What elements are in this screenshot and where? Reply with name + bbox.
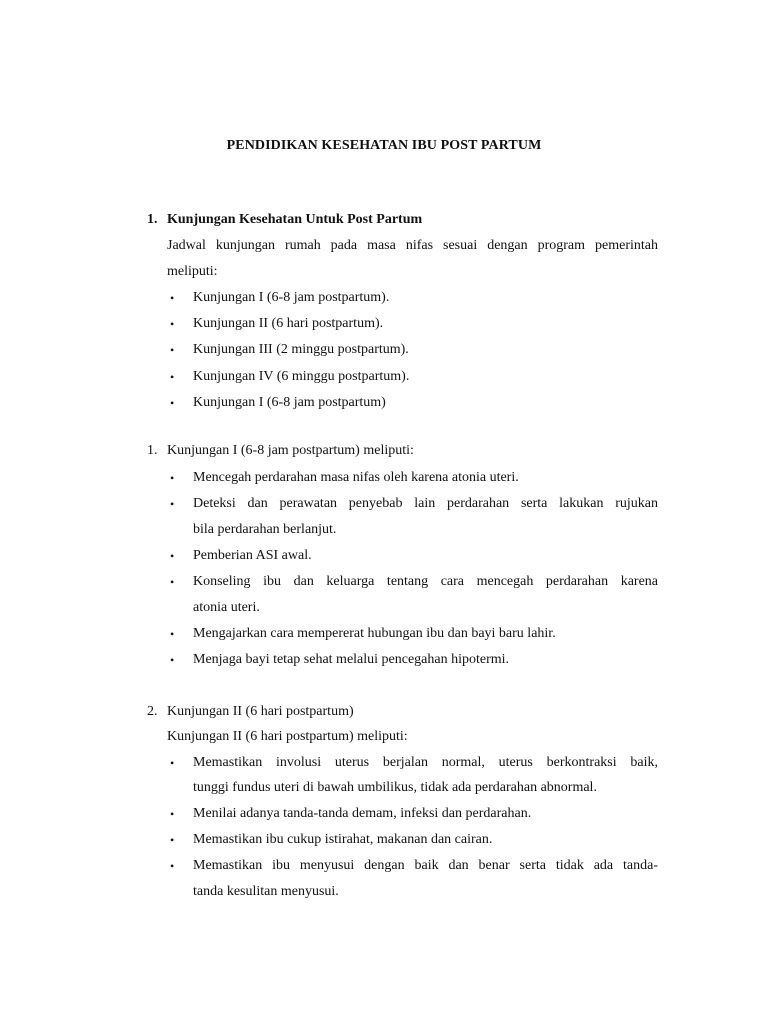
intro-word: sesuai (443, 238, 478, 253)
section-3-heading: Kunjungan II (6 hari postpartum) (167, 704, 354, 719)
bullet-icon: • (170, 833, 175, 847)
intro-word: pemerintah (595, 238, 658, 253)
bullet-icon: • (170, 497, 175, 511)
list-item: Menjaga bayi tetap sehat melalui pencegahan hipotermi. (193, 652, 510, 667)
list-item-continuation: tunggi fundus uteri di bawah umbilikus, tidak ada perdarahan abnormal. (193, 780, 597, 795)
list-item: Pemberian ASI awal. (193, 548, 312, 563)
list-item: Memastikan ibu menyusui dengan baik dan benar serta tidak ada tanda- (193, 858, 658, 873)
list-item: Mencegah perdarahan masa nifas oleh karena atonia uteri. (193, 470, 519, 485)
section-1-number: 1. (147, 212, 158, 227)
intro-word: nifas (405, 238, 434, 253)
list-item: Menilai adanya tanda-tanda demam, infeksi dan perdarahan. (193, 806, 532, 821)
intro-word: rumah (284, 238, 321, 253)
intro-word: kunjungan (215, 238, 275, 253)
bullet-icon: • (170, 807, 175, 821)
list-item: Kunjungan I (6-8 jam postpartum) (193, 395, 386, 410)
bullet-icon: • (170, 291, 175, 305)
list-item: Konseling ibu dan keluarga tentang cara mencegah perdarahan karena (193, 574, 658, 589)
section-2-number: 1. (147, 443, 158, 458)
bullet-icon: • (170, 627, 175, 641)
bullet-icon: • (170, 575, 175, 589)
list-item-continuation: atonia uteri. (193, 600, 260, 615)
bullet-icon: • (170, 370, 175, 384)
section-1-intro-cont: meliputi: (167, 264, 218, 279)
section-3-number: 2. (147, 704, 158, 719)
document-title: PENDIDIKAN KESEHATAN IBU POST PARTUM (226, 138, 542, 153)
list-item: Kunjungan III (2 minggu postpartum). (193, 342, 409, 357)
section-1-heading: Kunjungan Kesehatan Untuk Post Partum (167, 212, 423, 227)
bullet-icon: • (170, 756, 175, 770)
intro-word: dengan (487, 238, 528, 253)
list-item: Kunjungan II (6 hari postpartum). (193, 316, 384, 331)
list-item: Memastikan ibu cukup istirahat, makanan dan cairan. (193, 832, 493, 847)
intro-word: program (537, 238, 586, 253)
bullet-icon: • (170, 343, 175, 357)
intro-word: pada (330, 238, 358, 253)
bullet-icon: • (170, 396, 175, 410)
bullet-icon: • (170, 859, 175, 873)
intro-word: Jadwal (167, 238, 206, 253)
list-item: Kunjungan IV (6 minggu postpartum). (193, 369, 410, 384)
intro-word: masa (367, 238, 396, 253)
section-3-subheading: Kunjungan II (6 hari postpartum) meliputi: (167, 729, 408, 744)
list-item: Mengajarkan cara mempererat hubungan ibu dan bayi baru lahir. (193, 626, 556, 641)
list-item-continuation: tanda kesulitan menyusui. (193, 884, 339, 899)
bullet-icon: • (170, 317, 175, 331)
list-item: Kunjungan I (6-8 jam postpartum). (193, 290, 390, 305)
list-item: Deteksi dan perawatan penyebab lain perdarahan serta lakukan rujukan (193, 496, 658, 511)
section-2-heading: Kunjungan I (6-8 jam postpartum) meliputi: (167, 443, 414, 458)
bullet-icon: • (170, 549, 175, 563)
bullet-icon: • (170, 471, 175, 485)
list-item-continuation: bila perdarahan berlanjut. (193, 522, 337, 537)
bullet-icon: • (170, 653, 175, 667)
list-item: Memastikan involusi uterus berjalan normal, uterus berkontraksi baik, (193, 755, 658, 770)
section-1-intro (167, 238, 658, 254)
